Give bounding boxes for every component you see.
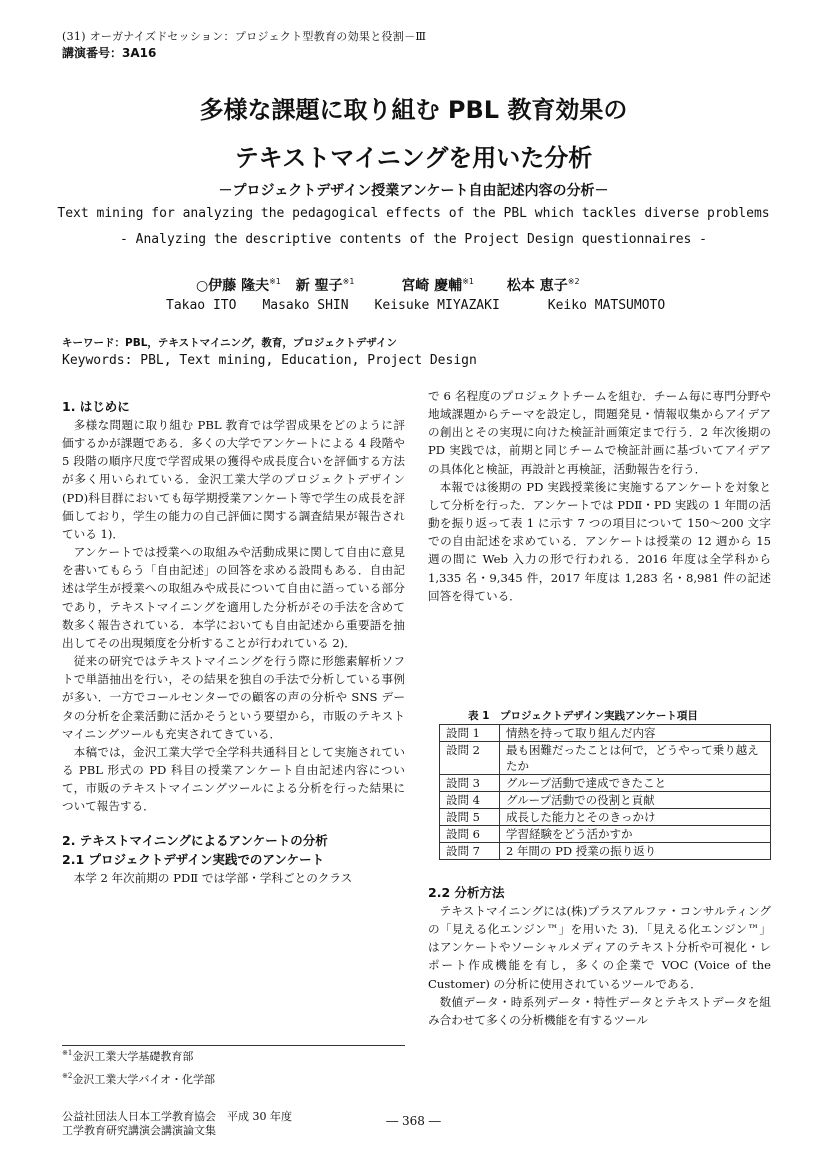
table-row <box>440 843 771 860</box>
keywords-japanese: キーワード：PBL，テキストマイニング，教育，プロジェクトデザイン <box>62 337 397 349</box>
keywords-english: Keywords: PBL, Text mining, Education, Project Design <box>62 353 477 368</box>
author-affiliation-mark: ※1 <box>269 277 281 286</box>
section-heading: 2. テキストマイニングによるアンケートの分析 <box>62 833 328 849</box>
table-cell-text: 学習経験をどう活かすか <box>500 826 771 843</box>
lecture-number: 講演番号：3A16 <box>62 46 157 60</box>
table-row <box>440 826 771 843</box>
paragraph: 数値データ・時系列データ・特性データとテキストデータを組み合わせて多くの分析機能を有するツール <box>428 994 771 1027</box>
table-row <box>440 775 771 792</box>
table-row <box>440 792 771 809</box>
right-column-lower <box>428 883 771 1029</box>
footnote-mark: ※1 <box>62 1049 73 1057</box>
table-cell-question: 設問 2 <box>440 742 500 775</box>
author-name: 新 聖子 <box>295 278 343 294</box>
table-cell-text: 情熱を持って取り組んだ内容 <box>500 725 771 742</box>
table-cell-text: 2 年間の PD 授業の振り返り <box>500 843 771 860</box>
table-row <box>440 725 771 742</box>
footer-proceedings: 工学教育研究講演会講演論文集 <box>62 1124 216 1137</box>
section-heading: 1. はじめに <box>62 399 130 414</box>
right-column <box>428 387 771 605</box>
table-caption: 表 1 プロジェクトデザイン実践アンケート項目 <box>468 710 698 722</box>
paragraph: 従来の研究ではテキストマイニングを行う際に形態素解析ソフトで単語抽出を行い，その結果を独自の手法で分析している事例が多い．一方でコールセンターでの顧客の声の分析や SNS データの分析を企業活動に活かそうという要望から，市販のテキストマイニングツールも充実されてきている． <box>62 654 405 741</box>
author-name: 宮崎 慶輔 <box>401 278 463 294</box>
table-cell-text: 最も困難だったことは何で，どうやって乗り越えたか <box>500 742 771 775</box>
paragraph: 本報では後期の PD 実践授業後に実施するアンケートを対象として分析を行った．アンケートでは PDⅡ・PD 実践の 1 年間の活動を振り返って表 1 に示す 7 つの項目について 150～200 文字での自由記述を求めている．アンケートは授業の 12 週から 15 週の間に Web 入力の形で行われる．2016 年度は全学科から 1,335 名・9,345 件，2017 年度は 1,283 名・8,981 件の記述回答を得ている． <box>428 479 771 603</box>
table-cell-text: グループ活動で達成できたこと <box>500 775 771 792</box>
author-name-en: Keiko MATSUMOTO <box>547 298 666 313</box>
footnote-divider <box>62 1045 405 1046</box>
paragraph: テキストマイニングには(株)プラスアルファ・コンサルティングの「見える化エンジン™」を用いた 3)．「見える化エンジン™」はアンケートやソーシャルメディアのテキスト分析や可視化・レポート作成機能を有し，多くの企業で VOC (Voice of the Customer) の分析に使用されているツールである． <box>428 904 771 991</box>
author-name: 松本 恵子 <box>506 278 568 294</box>
footnote <box>62 1048 193 1064</box>
table-cell-question: 設問 3 <box>440 775 500 792</box>
author-affiliation-mark: ※2 <box>567 277 580 286</box>
table-cell-question: 設問 7 <box>440 843 500 860</box>
footnote-mark: ※2 <box>62 1072 73 1080</box>
author-name-en: Masako SHIN <box>262 298 349 313</box>
english-title: Text mining for analyzing the pedagogical effects of the PBL which tackles diverse problems <box>57 206 770 221</box>
paragraph: で 6 名程度のプロジェクトチームを組む．チーム毎に専門分野や地域課題からテーマを設定し，問題発見・情報収集からアイデアの創出とその実現に向けた検証計画策定まで行う．2 年次後期の PD 実践では，前期と同じチームで検証計画に基づいてアイデアの具体化と検証，再設計と再検証，活動報告を行う． <box>428 389 771 476</box>
session-header: (31) オーガナイズドセッション：プロジェクト型教育の効果と役割－Ⅲ <box>62 30 427 43</box>
author-name-en: Takao ITO <box>166 298 237 313</box>
table-row <box>440 809 771 826</box>
subsection-heading: 2.1 プロジェクトデザイン実践でのアンケート <box>62 852 325 868</box>
paragraph: 本学 2 年次前期の PDⅡ では学部・学科ごとのクラス <box>73 871 353 886</box>
author-name: ○伊藤 隆夫 <box>196 278 270 294</box>
table-cell-text: 成長した能力とそのきっかけ <box>500 809 771 826</box>
subsection-heading: 2.2 分析方法 <box>428 885 505 900</box>
english-subtitle: - Analyzing the descriptive contents of the Project Design questionnaires - <box>120 232 707 247</box>
authors-english <box>166 298 691 313</box>
footnote <box>62 1071 215 1087</box>
paper-title-line1: 多様な課題に取り組む PBL 教育効果の <box>199 96 628 124</box>
paper-title-line2: テキストマイニングを用いた分析 <box>234 144 593 172</box>
paragraph: 本稿では，金沢工業大学で全学科共通科目として実施されている PBL 形式の PD 科目の授業アンケート自由記述内容について，市販のテキストマイニングツールによる分析を行った結果について報告する． <box>62 744 405 814</box>
left-column <box>62 397 405 888</box>
author-name-en: Keisuke MIYAZAKI <box>374 298 500 313</box>
survey-items-table <box>439 724 771 860</box>
table-cell-question: 設問 6 <box>440 826 500 843</box>
footer-publisher: 公益社団法人日本工学教育協会 平成 30 年度 <box>62 1110 292 1123</box>
paragraph: アンケートでは授業への取組みや活動成果に関して自由に意見を書いてもらう「自由記述」の回答を求める設問もある．自由記述は学生が授業への取組みや成長について自由に語っている部分であり，テキストマイニングを適用した分析がその手法を含めて数多く報告されている．本学においても自由記述から重要語を抽出してその出現頻度を分析することが行われている 2)． <box>62 545 405 650</box>
author-affiliation-mark: ※1 <box>462 277 474 286</box>
footnote-text: 金沢工業大学基礎教育部 <box>72 1050 194 1063</box>
paragraph: 多様な問題に取り組む PBL 教育では学習成果をどのように評価するかが課題である．多くの大学でアンケートによる 4 段階や 5 段階の順序尺度で学習成果の獲得や成長度合いを評価する方法が多く用いられている．金沢工業大学のプロジェクトデザイン(PD)科目群においても毎学期授業アンケート等で学生の成長を評価しており，学生の能力の自己評価に関する調査結果が報告されている 1)． <box>62 418 405 541</box>
table-cell-question: 設問 1 <box>440 725 500 742</box>
page-number: ― 368 ― <box>386 1114 441 1128</box>
table-cell-question: 設問 5 <box>440 809 500 826</box>
table-cell-question: 設問 4 <box>440 792 500 809</box>
authors-japanese <box>196 275 590 295</box>
footnote-text: 金沢工業大学バイオ・化学部 <box>72 1073 215 1086</box>
table-cell-text: グループ活動での役割と貢献 <box>500 792 771 809</box>
table-row <box>440 742 771 775</box>
author-affiliation-mark: ※1 <box>342 277 355 286</box>
paper-subtitle: －プロジェクトデザイン授業アンケート自由記述内容の分析－ <box>218 183 609 199</box>
